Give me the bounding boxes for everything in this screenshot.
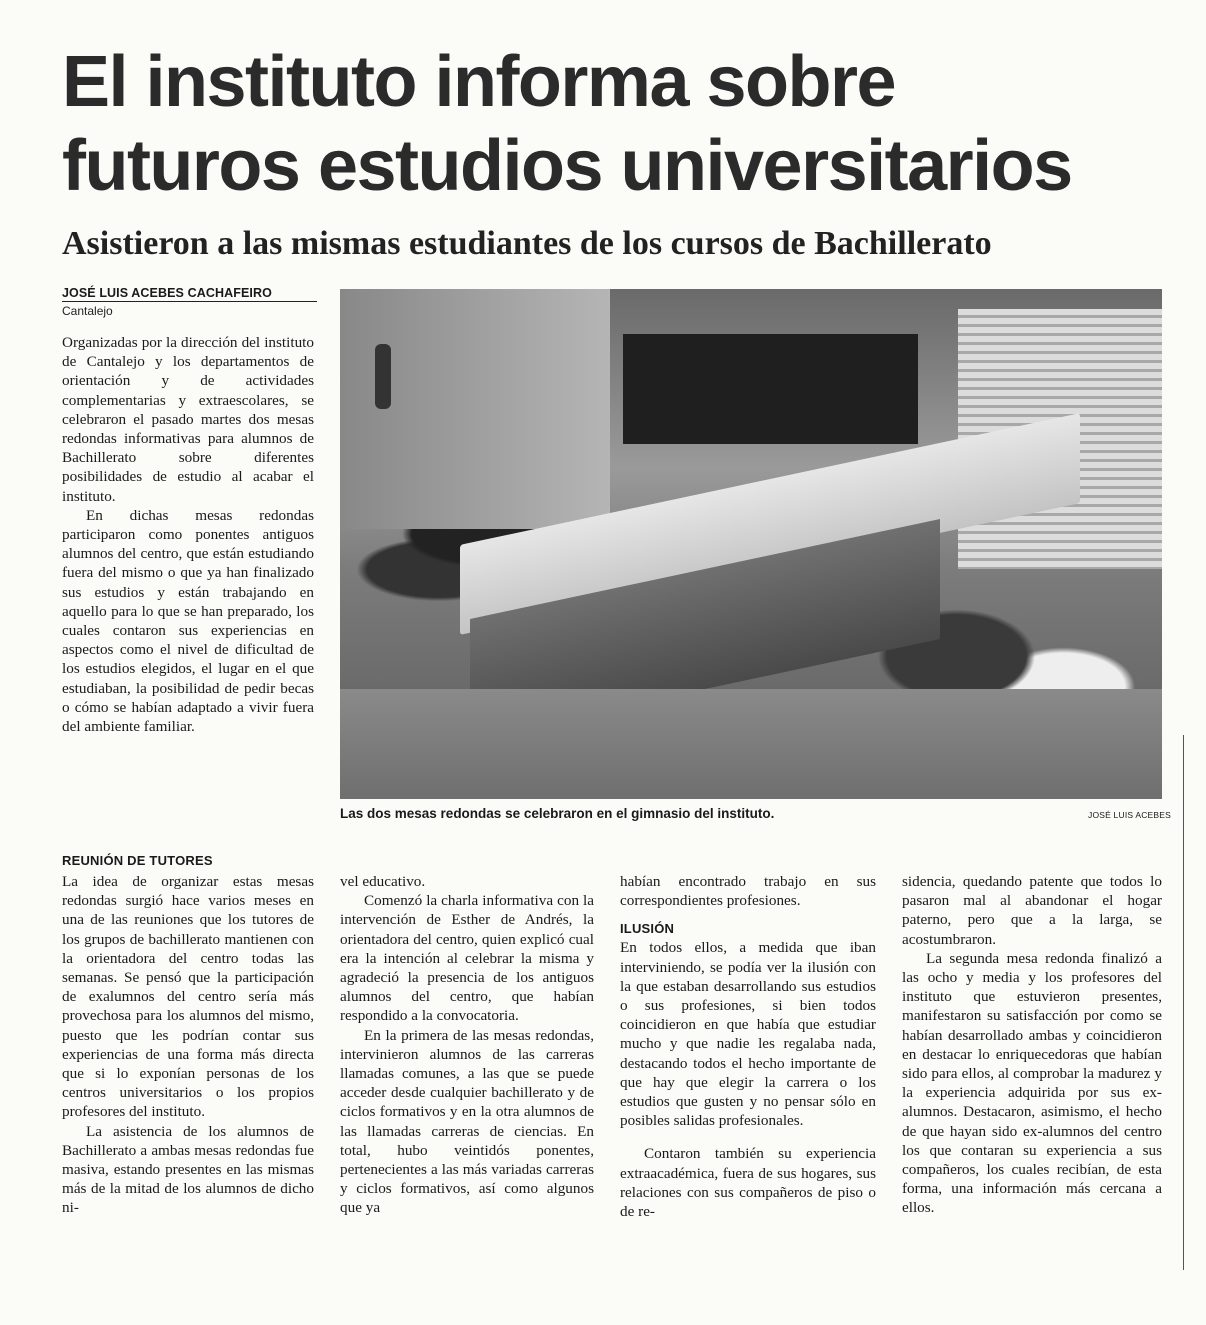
column-4 xyxy=(620,872,876,1221)
photo-blackboard xyxy=(623,334,918,444)
paragraph-2: En dichas mesas redondas participaron como ponentes antiguos alumnos del centro, que están estudiando fuera del mismo o que ya han finalizado sus estudios y están trabajando en aquello para lo que se han preparado, los cuales contaron sus experiencias en aspectos como el nivel de dificultad de los estudios elegidos, el lugar en el que estudiaban, la posibilidad de pedir becas o cómo se habían adaptado a vivir fuera del ambiente familiar. xyxy=(62,506,314,736)
paragraph-10: Contaron también su experiencia extraacadémica, fuera de sus hogares, sus relaciones con sus compañeros de piso o de re- xyxy=(620,1145,876,1221)
photo-credit: JOSÉ LUIS ACEBES xyxy=(1088,810,1172,820)
paragraph-1: Organizadas por la dirección del instituto de Cantalejo y los departamentos de orientación y de actividades complementarias y extraescolares, se celebraron el pasado martes dos mesas redondas informativas para alumnos de Bachillerato sobre diferentes posibilidades de estudio al acabar el instituto. xyxy=(62,334,314,505)
photo-floor xyxy=(340,689,1162,799)
photo-wall xyxy=(340,289,610,529)
paragraph-9: En todos ellos, a medida que iban interviniendo, se podía ver la ilusión con la que estaban desarrollando sus estudios o sus profesiones, si bien todos coincidieron en que había que estudiar mucho y que nadie les regalaba nada, destacando todos el hecho importante de que hay que elegir la carrera o los estudios que gusten y no pensar sólo en posibles salidas profesionales. xyxy=(620,939,876,1130)
headline xyxy=(62,40,1172,208)
column-1 xyxy=(62,333,314,736)
column-2 xyxy=(62,872,314,1218)
headline-line-2: futuros estudios universitarios xyxy=(62,126,1072,206)
headline-line-1: El instituto informa sobre xyxy=(62,42,896,122)
photo-fire-extinguisher xyxy=(375,344,391,409)
column-rule xyxy=(1183,735,1184,1270)
paragraph-3: La idea de organizar estas mesas redondas surgió hace varios meses en una de las reuniones que los tutores de los grupos de bachillerato mantienen con la orientadora del centro todas las semanas. Se pensó que la participación de exalumnos del centro sería más provechosa para los alumnos del mismo, puesto que les podrían contar sus experiencias de una forma más directa que si lo exponían personas de los centros universitarios o los propios profesores del instituto. xyxy=(62,873,314,1121)
photo-caption: Las dos mesas redondas se celebraron en el gimnasio del instituto. xyxy=(340,806,775,821)
paragraph-4: La asistencia de los alumnos de Bachillerato a ambas mesas redondas fue masiva, estando presentes en las mismas más de la mitad de los alumnos de dicho ni- xyxy=(62,1122,314,1217)
section-heading-ilusion: ILUSIÓN xyxy=(620,921,675,937)
subheadline: Asistieron a las mismas estudiantes de los cursos de Bachillerato xyxy=(62,225,992,262)
paragraph-5: vel educativo. xyxy=(340,873,426,890)
byline-author: JOSÉ LUIS ACEBES CACHAFEIRO xyxy=(62,286,317,302)
column-5 xyxy=(902,872,1162,1218)
paragraph-11: sidencia, quedando patente que todos lo pasaron mal al abandonar el hogar paterno, pero que a la larga, se acostumbraron. xyxy=(902,873,1162,948)
byline-location: Cantalejo xyxy=(62,304,113,318)
paragraph-12: La segunda mesa redonda finalizó a las ocho y media y los profesores del instituto que estuvieron presentes, manifestaron su satisfacción por como se habían desarrollado ambas y coincidieron en destacar lo enriquecedoras que habían sido para ellos, al comprobar la madurez y la experiencia adquirida por sus ex-alumnos. Destacaron, asimismo, el hecho de que hayan sido ex-alumnos del centro los que contaran su experiencia a sus compañeros, los cuales recibían, de esta forma, una información más cercana a ellos. xyxy=(902,949,1162,1217)
paragraph-6: Comenzó la charla informativa con la intervención de Esther de Andrés, la orientadora del centro, quien explicó cual era la intención al celebrar la misma y agradeció la presencia de los antiguos alumnos del centro, que habían respondido a la convocatoria. xyxy=(340,892,594,1025)
section-heading-tutores: REUNIÓN DE TUTORES xyxy=(62,853,213,868)
paragraph-7: En la primera de las mesas redondas, intervinieron alumnos de las carreras llamadas comunes, a las que se puede acceder desde cualquier bachillerato y de ciclos formativos y en la otra alumnos de las llamadas carreras de ciencias. En total, hubo veintidós ponentes, pertenecientes a las más variadas carreras y ciclos formativos, así como algunos que ya xyxy=(340,1026,594,1217)
article-photo xyxy=(340,289,1162,799)
column-3 xyxy=(340,872,594,1218)
paragraph-8: habían encontrado trabajo en sus correspondientes profesiones. xyxy=(620,873,876,910)
